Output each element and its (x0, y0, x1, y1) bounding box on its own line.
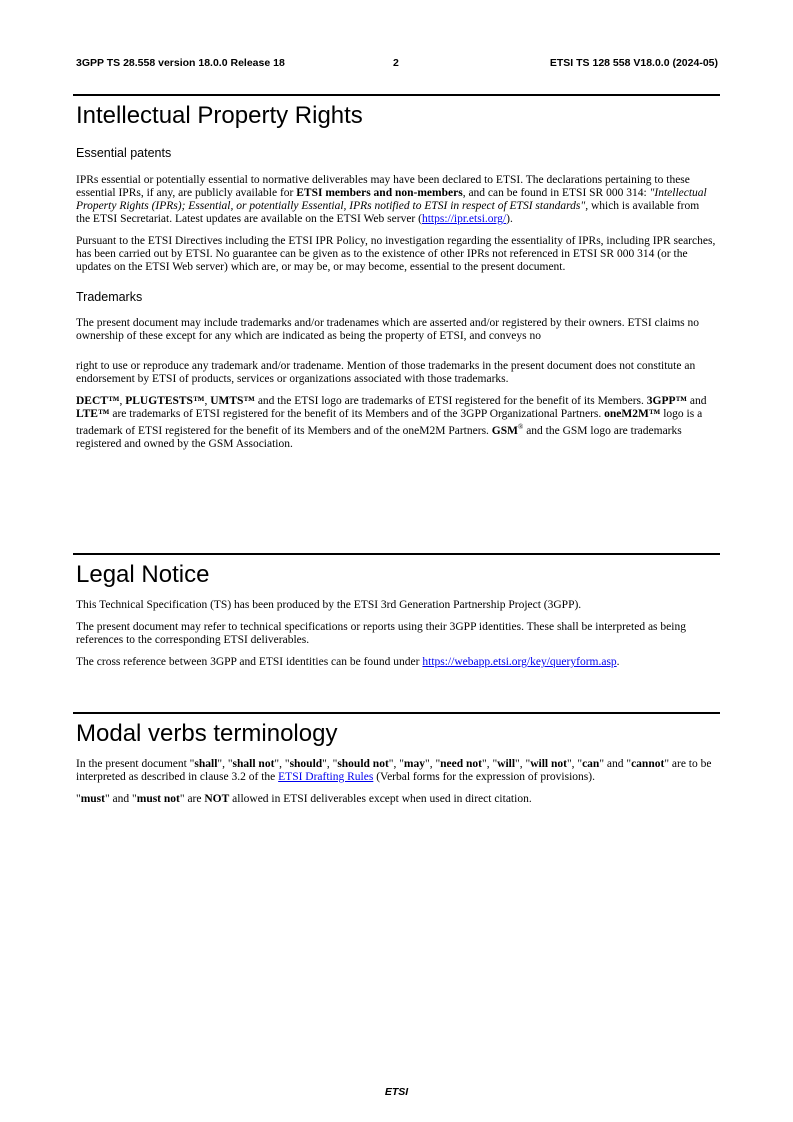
running-header-right: ETSI TS 128 558 V18.0.0 (2024-05) (549, 57, 718, 69)
modal-p2-run: " and " (104, 793, 137, 805)
running-header-left: 3GPP TS 28.558 version 18.0.0 Release 18 (76, 57, 285, 69)
trademarks-heading: Trademarks (76, 290, 143, 304)
essential-patents-heading: Essential patents (76, 146, 172, 160)
modal-verbs-paragraph-1: In the present document "shall", "shall not", "should", "should not", "may", "need not", "will", "will not", "can" and "cannot" are to be interpreted as described in clause 3.2 of the ETSI Drafting Rules (Verbal forms for the expression of provisions). (76, 758, 712, 783)
modal-p1-run: " and " (599, 758, 632, 770)
essential-patents-paragraph-2: Pursuant to the ETSI Directives including the ETSI IPR Policy, no investigation regarding the essentiality of IPRs, including IPR searches, has been carried out by ETSI. No guarantee can be given as to the existence of other IPRs not referenced in ETSI SR 000 314 (or the updates on the ETSI Web server) which are, or may be, or may become, essential to the present document. (76, 235, 716, 273)
legal-notice-paragraph-1: This Technical Specification (TS) has been produced by the ETSI 3rd Generation Partnership Project (3GPP). (76, 599, 582, 611)
modal-p2-run: NOT (204, 793, 230, 805)
modal-p1-run: ", " (566, 758, 583, 770)
modal-p1-run: ", " (515, 758, 531, 770)
modal-p2-run: must (80, 793, 105, 805)
modal-verbs-title: Modal verbs terminology (76, 720, 338, 747)
trademarks-paragraph-3: DECT™, PLUGTESTS™, UMTS™ and the ETSI logo are trademarks of ETSI registered for the benefit of its Members. 3GPP™ and LTE™ are trademarks of ETSI registered for the benefit of its Members and of the 3GPP Organizational Partners. oneM2M™ logo is a trademark of ETSI registered for the benefit of its Members and of the oneM2M Partners. GSM® and the GSM logo are trademarks registered and owned by the GSM Association. (76, 395, 707, 450)
modal-p2-run: " are (179, 793, 205, 805)
modal-verbs-paragraph-2 (76, 793, 716, 806)
modal-p1-run: may (403, 758, 426, 770)
trademarks-paragraph-1: The present document may include trademarks and/or tradenames which are asserted and/or registered by their owners. ETSI claims no ownership of these except for any which are indicated as being the property of ETSI, and conveys no (76, 317, 700, 342)
modal-p2-run: allowed in ETSI deliverables except when used in direct citation. (229, 793, 532, 805)
ipr-section (73, 94, 720, 451)
modal-p2-run: must not (136, 793, 180, 805)
queryform-link[interactable]: https://webapp.etsi.org/key/queryform.asp (422, 656, 617, 668)
modal-p1-run: will not (530, 758, 567, 770)
legal-notice-section (73, 553, 720, 669)
ipr-link[interactable]: https://ipr.etsi.org/ (421, 213, 507, 225)
modal-p1-run: ", " (274, 758, 290, 770)
modal-p1-run: ", " (388, 758, 404, 770)
modal-p1-run: should not (337, 758, 389, 770)
modal-p1-run: ", " (322, 758, 338, 770)
modal-p1-run: shall (194, 758, 218, 770)
modal-p2-run: " (76, 793, 81, 805)
modal-p1-run: shall not (232, 758, 275, 770)
modal-p1-run: ", " (482, 758, 498, 770)
modal-p1-run: will (497, 758, 516, 770)
modal-p1-run: can (582, 758, 600, 770)
modal-p1-run: should (289, 758, 323, 770)
modal-p1-run: In the present document " (76, 758, 195, 770)
modal-p1-run: ", " (217, 758, 233, 770)
trademarks-paragraph-2: right to use or reproduce any trademark and/or tradename. Mention of those trademarks in the present document does not constitute an endorsement by ETSI of products, services or organizations associated with those trademarks. (76, 360, 696, 385)
modal-p1-run: " are to be interpreted as described in clause 3.2 of the (76, 758, 712, 783)
modal-p1-run: need not (440, 758, 483, 770)
legal-notice-paragraph-3: The cross reference between 3GPP and ETSI identities can be found under https://webapp.etsi.org/key/queryform.asp. (76, 656, 620, 668)
legal-notice-paragraph-2: The present document may refer to technical specifications or reports using their 3GPP identities. These shall be interpreted as being references to the corresponding ETSI deliverables. (76, 621, 686, 646)
modal-verbs-section (73, 712, 720, 806)
ipr-title: Intellectual Property Rights (76, 102, 363, 129)
essential-patents-paragraph-1: IPRs essential or potentially essential to normative deliverables may have been declared to ETSI. The declarations pertaining to these essential IPRs, if any, are publicly available for ETSI members and non-members, and can be found in ETSI SR 000 314: "Intellectual Property Rights (IPRs); Essential, or potentially Essential, IPRs notified to ETSI in respect of ETSI standards", which is available from the ETSI Secretariat. Latest updates are available on the ETSI Web server (https://ipr.etsi.org/). (76, 174, 707, 225)
modal-p1-run: ", " (425, 758, 441, 770)
footer-etsi: ETSI (384, 1086, 409, 1098)
drafting-rules-link[interactable]: ETSI Drafting Rules (278, 771, 374, 783)
page-number: 2 (393, 57, 399, 69)
modal-p1-run: cannot (631, 758, 665, 770)
legal-notice-title: Legal Notice (76, 561, 210, 588)
